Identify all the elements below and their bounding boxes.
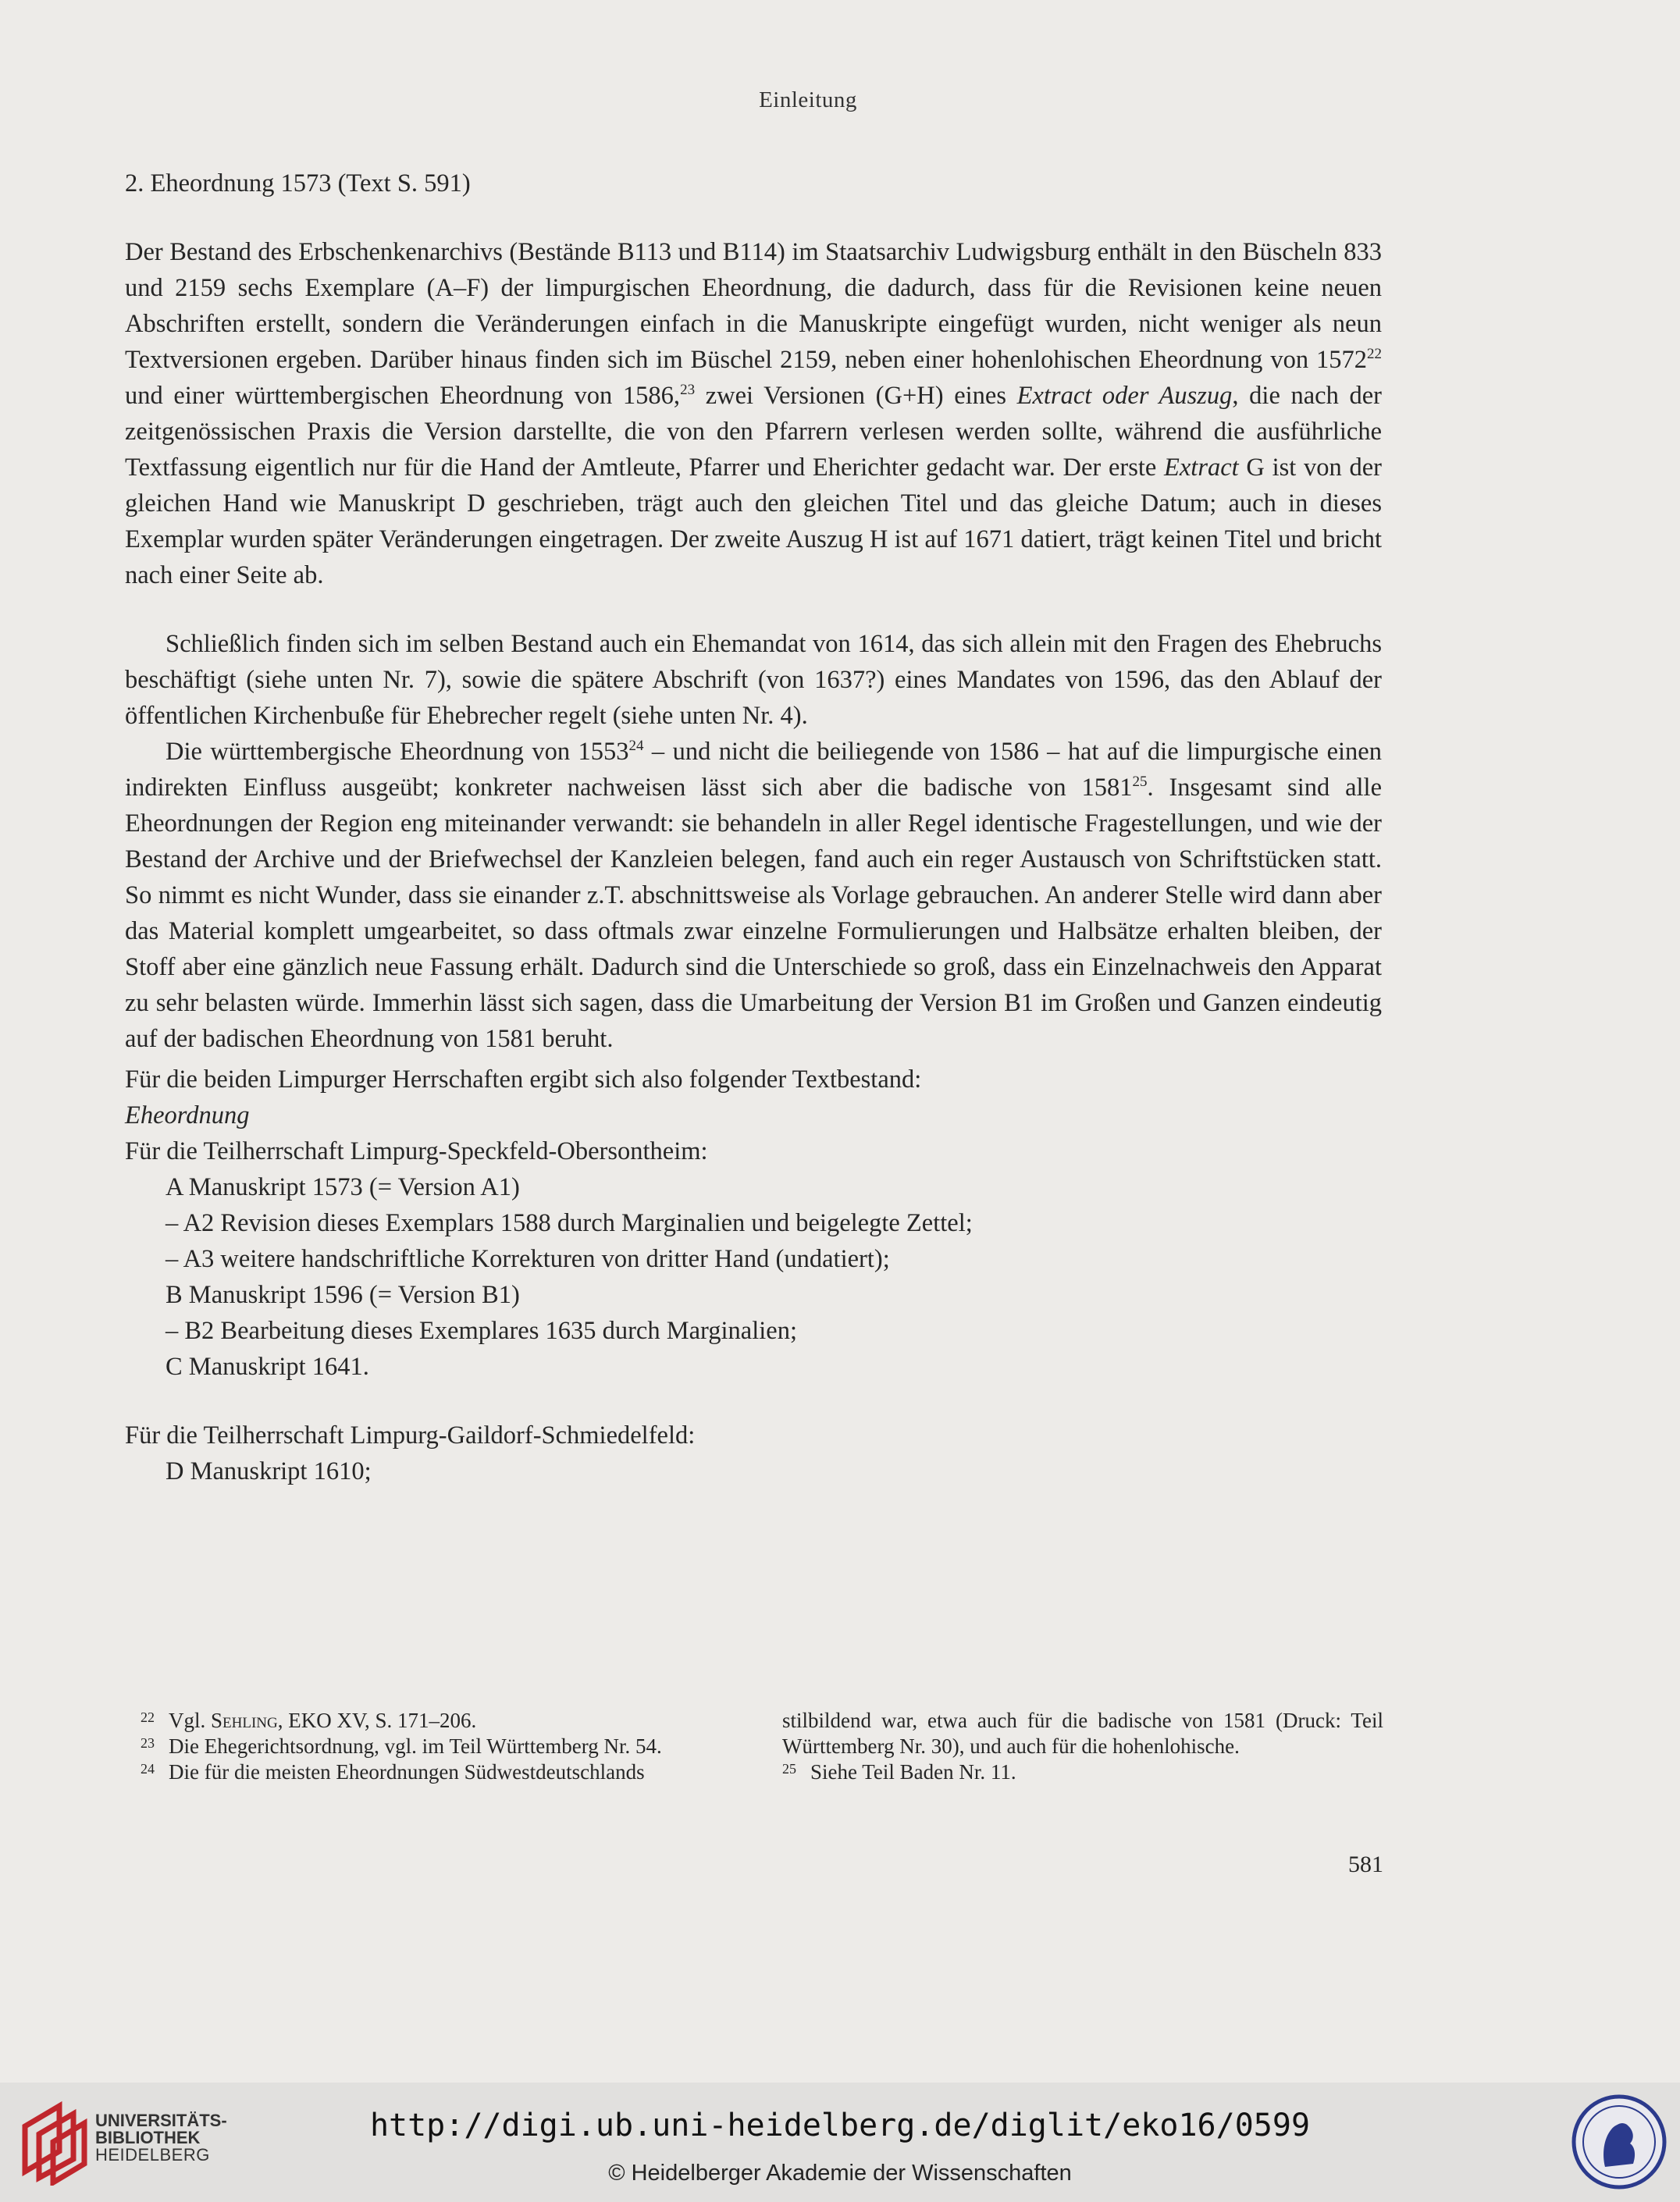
text-span: – und nicht die beiliegende von 1586 – hat auf die limpurgische einen indirekten Einfluss ausgeübt; konkreter nachweisen lässt sich aber die badische von 1581 <box>125 738 1382 802</box>
footnote-column-right <box>782 1708 1383 1785</box>
list-item: C Manuskript 1641. <box>166 1353 369 1381</box>
list-item: – B2 Bearbeitung dieses Exemplares 1635 durch Marginalien; <box>166 1317 797 1345</box>
footnote-number: 22 <box>141 1709 155 1725</box>
footnote-23 <box>141 1734 742 1759</box>
footnote-text <box>169 1708 742 1734</box>
list-item: A Manuskript 1573 (= Version A1) <box>166 1173 520 1201</box>
author-name: Sehling <box>211 1709 278 1732</box>
footnotes <box>141 1708 1383 1785</box>
italic-label: Eheordnung <box>125 1101 250 1129</box>
paragraph-ehemandat: Schließlich finden sich im selben Bestand auch ein Ehemandat von 1614, das sich allein mit den Fragen des Ehebruchs beschäftigt (siehe unten Nr. 7), sowie die spätere Abschrift (von 1637?) eines Mandates von 1596, das den Ablauf der öffentlichen Kirchenbuße für Ehebrecher regelt (siehe unten Nr. 4). <box>125 630 1382 730</box>
footnote-number: 23 <box>141 1735 155 1751</box>
text-span: Der Bestand des Erbschenkenarchivs (Bestände B113 und B114) im Staatsarchiv Ludwigsburg enthält in den Büscheln 833 und 2159 sechs Exemplare (A–F) der limpurgischen Eheordnung, die dadurch, dass für die Revisionen keine neuen Abschriften erstellt, sondern die Veränderungen einfach in die Manuskripte eingefügt wurden, nicht weniger als neun Textversionen ergeben. Darüber hinaus finden sich im Büschel 2159, neben einer hohenlohischen Eheordnung von 1572 <box>125 238 1382 374</box>
list-item: B Manuskript 1596 (= Version B1) <box>166 1281 520 1309</box>
text-span: Vgl. <box>169 1709 211 1732</box>
italic-title: Extract <box>1164 454 1239 482</box>
footnote-number: 24 <box>141 1761 155 1777</box>
footnote-ref-23[interactable]: 23 <box>680 382 696 399</box>
manuscript-list-gaildorf <box>125 1453 1382 1489</box>
textbestand-label <box>125 1097 1382 1133</box>
textbestand-intro: Für die beiden Limpurger Herrschaften ergibt sich also folgender Textbestand: <box>125 1065 922 1094</box>
manuscript-list-speckfeld <box>125 1169 1382 1385</box>
library-name-line: UNIVERSITÄTS- <box>95 2111 227 2130</box>
paragraph-bestand <box>125 234 1382 593</box>
footer-bar <box>0 2083 1680 2202</box>
academy-seal-icon <box>1571 2092 1668 2192</box>
library-name-line: HEIDELBERG <box>95 2145 210 2165</box>
list-item: – A2 Revision dieses Exemplars 1588 durch Marginalien und beigelegte Zettel; <box>166 1209 973 1237</box>
text-span: zwei Versionen (G+H) eines <box>695 382 1017 410</box>
running-head: Einleitung <box>759 87 857 112</box>
italic-title: Extract oder Auszug <box>1016 382 1233 410</box>
footnote-text: Die für die meisten Eheordnungen Südwestdeutschlands <box>169 1760 645 1784</box>
footnote-text: Siehe Teil Baden Nr. 11. <box>810 1760 1016 1784</box>
group-heading-speckfeld: Für die Teilherrschaft Limpurg-Speckfeld-Obersontheim: <box>125 1137 708 1165</box>
section-heading: 2. Eheordnung 1573 (Text S. 591) <box>125 169 471 197</box>
main-text <box>125 165 1382 1489</box>
footnote-column-left <box>141 1708 742 1785</box>
copyright-notice: © Heidelberger Akademie der Wissenschaften <box>608 2161 1072 2186</box>
text-span: G ist von der gleichen Hand wie Manuskript D geschrieben, trägt auch den gleichen Titel und das gleiche Datum; auch in dieses Exemplar wurden später Veränderungen eingetragen. Der zweite Auszug H ist auf 1671 datiert, trägt keinen Titel und bricht nach einer Seite ab. <box>125 454 1382 589</box>
footnote-text: Die Ehegerichtsordnung, vgl. im Teil Württemberg Nr. 54. <box>169 1734 662 1758</box>
footnote-22 <box>141 1708 742 1734</box>
page-number: 581 <box>1348 1852 1383 1877</box>
library-name-line: BIBLIOTHEK <box>95 2128 201 2147</box>
list-item: – A3 weitere handschriftliche Korrekturen von dritter Hand (undatiert); <box>166 1245 890 1273</box>
footnote-ref-22[interactable]: 22 <box>1367 346 1382 363</box>
text-span: . Insgesamt sind alle Eheordnungen der Region eng miteinander verwandt: sie behandeln in aller Regel identische Fragestellungen, und wie der Bestand der Archive und der Briefwechsel der Kanzleien belegen, fand auch ein reger Austausch von Schriftstücken statt. So nimmt es nicht Wunder, dass sie einander z.T. abschnittsweise als Vorlage gebrauchen. An anderer Stelle wird dann aber das Material komplett umgearbeitet, so dass oftmals zwar einzelne Formulierungen und Halbsätze erhalten bleiben, der Stoff aber eine gänzlich neue Fassung erhält. Dadurch sind die Unterschiede so groß, dass ein Einzelnachweis den Apparat zu sehr belasten würde. Immerhin lässt sich sagen, dass die Umarbeitung der Version B1 im Großen und Ganzen eindeutig auf der badischen Eheordnung von 1581 beruht. <box>125 774 1382 1053</box>
text-span: , EKO XV, S. 171–206. <box>277 1709 477 1732</box>
footnote-ref-25[interactable]: 25 <box>1132 774 1148 791</box>
footnote-number: 25 <box>782 1761 796 1777</box>
footnote-ref-24[interactable]: 24 <box>628 738 644 755</box>
text-span: Die württembergische Eheordnung von 1553 <box>166 738 629 766</box>
permalink-url[interactable]: http://digi.ub.uni-heidelberg.de/diglit/eko16/0599 <box>369 2108 1311 2143</box>
footnote-25 <box>782 1759 1383 1785</box>
group-heading-gaildorf: Für die Teilherrschaft Limpurg-Gaildorf-Schmiedelfeld: <box>125 1421 696 1450</box>
list-item: D Manuskript 1610; <box>166 1457 372 1485</box>
paragraph-einfluss <box>125 734 1382 1057</box>
footnote-24-continuation: stilbildend war, etwa auch für die badische von 1581 (Druck: Teil Württemberg Nr. 30), und auch für die hohenlohische. <box>782 1709 1383 1758</box>
footnote-24 <box>141 1759 742 1785</box>
text-span: und einer württembergischen Eheordnung von 1586, <box>125 382 681 410</box>
text-span: , die nach der zeitgenössischen Praxis die Version darstellte, die von den Pfarrern verlesen werden sollte, während die ausführliche Textfassung eigentlich nur für die Hand der Amtleute, Pfarrer und Eherichter gedacht war. Der erste <box>125 382 1382 482</box>
